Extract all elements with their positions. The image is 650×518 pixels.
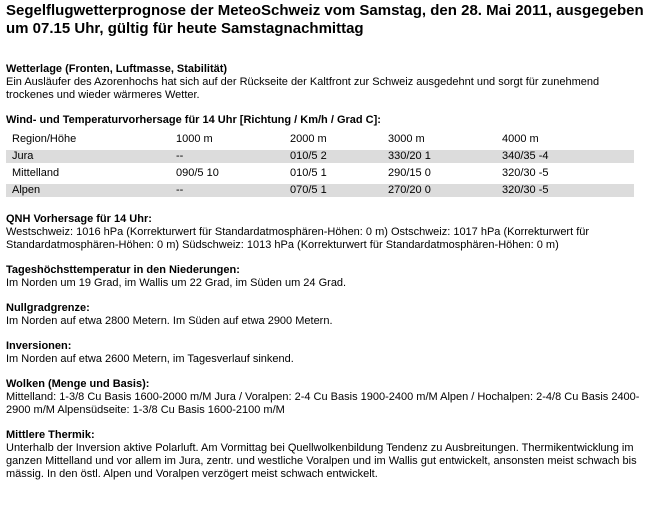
cell-2000: 070/5 1 [284, 184, 382, 197]
nullgrad-text: Im Norden auf etwa 2800 Metern. Im Süden auf etwa 2900 Metern. [6, 315, 333, 327]
wolken-section [6, 378, 644, 417]
temperatur-section [6, 264, 644, 290]
header-region: Region/Höhe [6, 133, 170, 146]
cell-4000: 320/30 -5 [502, 167, 549, 179]
cell-4000: 340/35 -4 [496, 150, 634, 163]
thermik-section [6, 429, 644, 481]
nullgrad-section [6, 302, 644, 328]
header-1000: 1000 m [170, 133, 284, 146]
page-title: Segelflugwetterprognose der MeteoSchweiz vom Samstag, den 28. Mai 2011, ausgegeben um 07.15 Uhr, gültig für heute Samstagnachmittag [6, 2, 644, 37]
header-3000: 3000 m [382, 133, 496, 146]
cell-1000: 090/5 10 [176, 167, 219, 179]
qnh-title: QNH Vorhersage für 14 Uhr: [6, 213, 152, 225]
wetterlage-section [6, 63, 644, 102]
cell-3000: 290/15 0 [388, 167, 431, 179]
inversionen-section [6, 340, 644, 366]
wind-table-header [6, 133, 634, 146]
qnh-section [6, 213, 644, 252]
table-row [6, 184, 634, 197]
qnh-text: Westschweiz: 1016 hPa (Korrekturwert für Standardatmosphären-Höhen: 0 m) Ostschweiz: 1017 hPa (Korrekturwert für Standardatmosphären-Höhen: 0 m) Südschweiz: 1013 hPa (Korrekturwert für Standardatmosphären-Höhen: 0 m) [6, 226, 590, 251]
cell-1000: -- [170, 150, 284, 163]
cell-region: Jura [6, 150, 170, 163]
thermik-title: Mittlere Thermik: [6, 429, 95, 441]
temperatur-text: Im Norden um 19 Grad, im Wallis um 22 Grad, im Süden um 24 Grad. [6, 277, 347, 289]
inversionen-title: Inversionen: [6, 340, 72, 352]
table-row [6, 150, 634, 163]
wolken-title: Wolken (Menge und Basis): [6, 378, 150, 390]
thermik-text: Unterhalb der Inversion aktive Polarluft. Am Vormittag bei Quellwolkenbildung Tendenz zu Ausbreitungen. Thermikentwicklung im ganzen Mittelland und vor allem im Jura, zentr. und westliche Voralpen und im Wallis gut entwickelt, ansonsten meist schwach bis mässig. In den östl. Alpen und Voralpen verzögert meist schwach entwickelt. [6, 442, 637, 480]
cell-2000: 010/5 2 [284, 150, 382, 163]
table-row [6, 167, 634, 180]
wetterlage-title: Wetterlage (Fronten, Luftmasse, Stabilität) [6, 63, 228, 75]
wolken-text: Mittelland: 1-3/8 Cu Basis 1600-2000 m/M Jura / Voralpen: 2-4 Cu Basis 1900-2400 m/M Alpen / Hochalpen: 2-4/8 Cu Basis 2400-2900 m/M Alpensüdseite: 1-3/8 Cu Basis 1600-2100 m/M [6, 391, 640, 416]
wetterlage-text: Ein Ausläufer des Azorenhochs hat sich auf der Rückseite der Kaltfront zur Schweiz ausgedehnt und sorgt für zunehmend trockenes und wieder wärmeres Wetter. [6, 76, 600, 101]
wind-title: Wind- und Temperaturvorhersage für 14 Uhr [Richtung / Km/h / Grad C]: [6, 114, 381, 126]
wind-section [6, 114, 644, 201]
inversionen-text: Im Norden auf etwa 2600 Metern, im Tagesverlauf sinkend. [6, 353, 294, 365]
wind-table [6, 129, 634, 201]
cell-4000: 320/30 -5 [496, 184, 634, 197]
header-2000: 2000 m [284, 133, 382, 146]
cell-1000: -- [170, 184, 284, 197]
cell-region: Mittelland [12, 167, 60, 179]
cell-2000: 010/5 1 [290, 167, 327, 179]
header-4000: 4000 m [496, 133, 634, 146]
nullgrad-title: Nullgradgrenze: [6, 302, 90, 314]
cell-3000: 270/20 0 [382, 184, 496, 197]
cell-3000: 330/20 1 [382, 150, 496, 163]
temperatur-title: Tageshöchsttemperatur in den Niederungen: [6, 264, 240, 276]
cell-region: Alpen [6, 184, 170, 197]
